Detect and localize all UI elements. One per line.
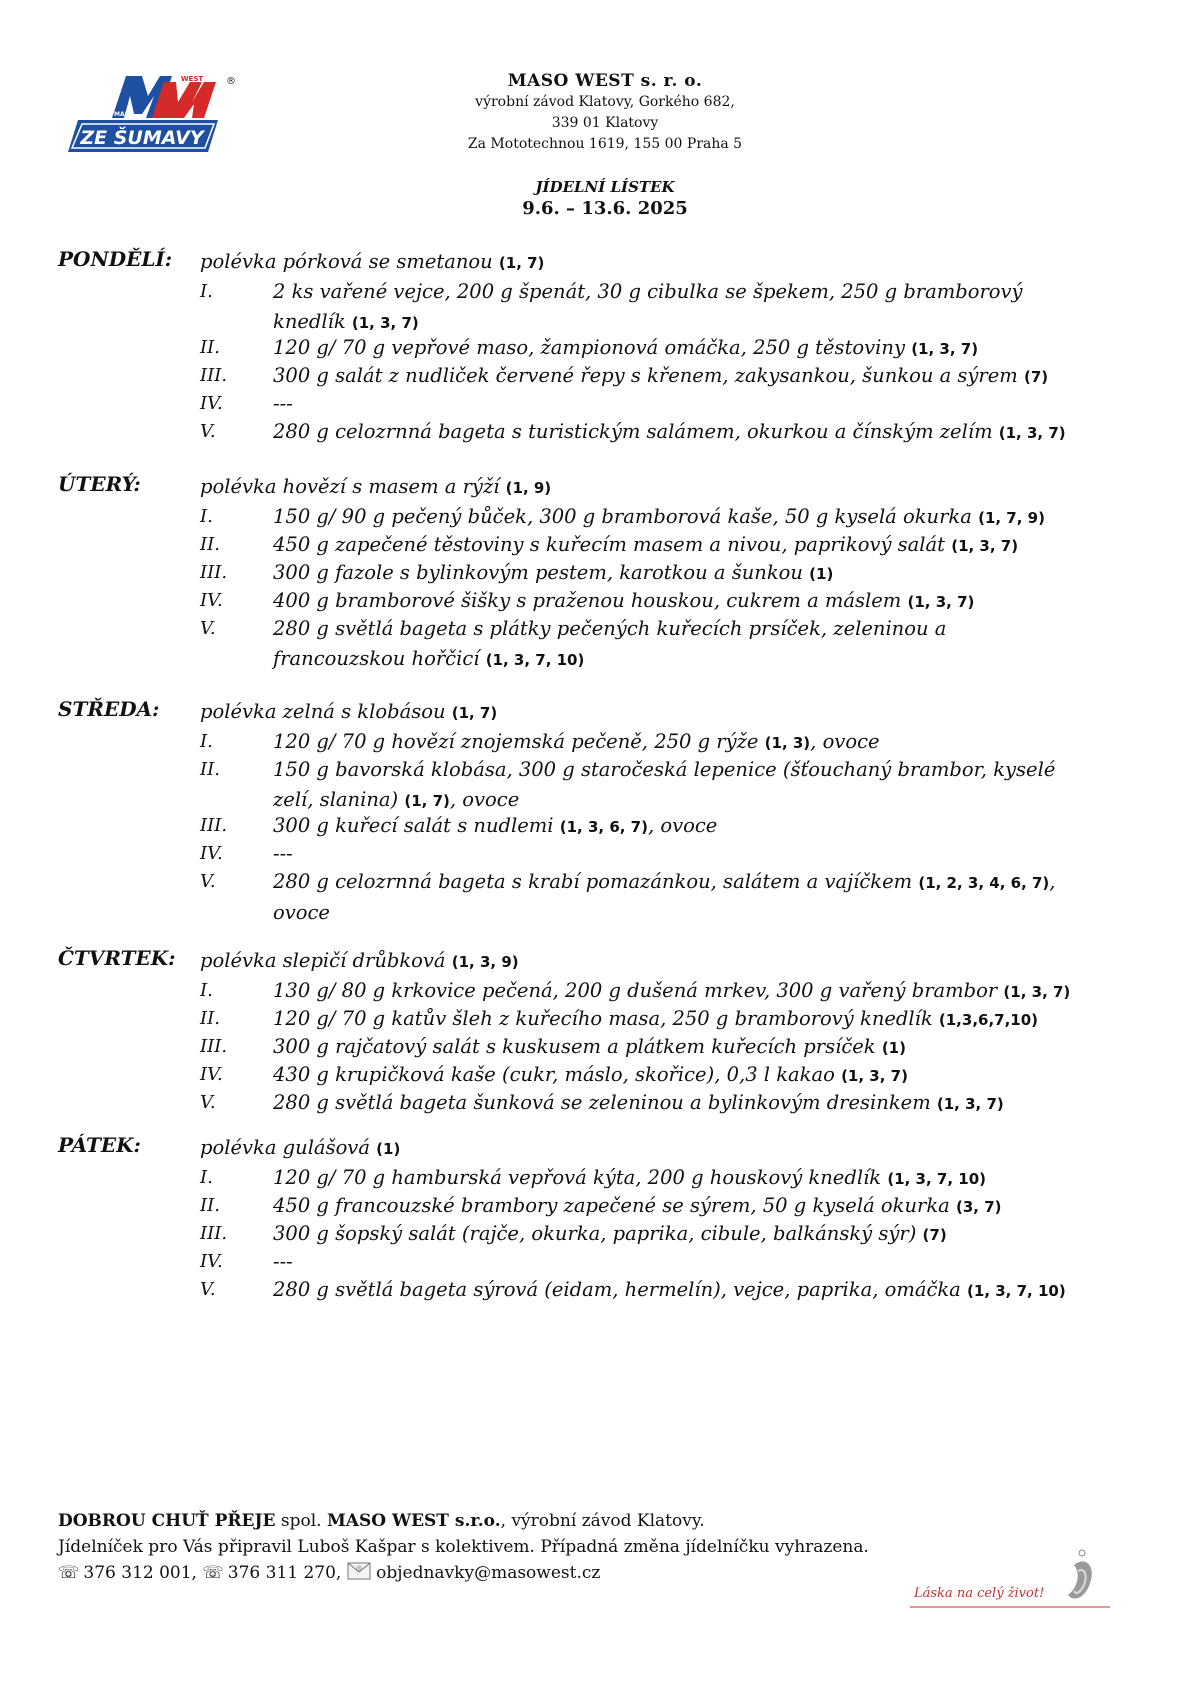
allergens: (1) <box>881 1039 906 1057</box>
company-name: MASO WEST s. r. o. <box>507 71 703 91</box>
item-number: II. <box>200 534 220 555</box>
item-description: 120 g/ 70 g katův šleh z kuřecího masa, 250 g bramborový knedlík <box>273 1007 933 1030</box>
address-line-2: 339 01 Klatovy <box>551 115 659 131</box>
soup-line <box>200 1133 400 1164</box>
item-description: 120 g/ 70 g hamburská vepřová kýta, 200 g houskový knedlík <box>273 1166 882 1189</box>
item-description: 280 g světlá bageta sýrová (eidam, hermelín), vejce, paprika, omáčka <box>273 1278 961 1301</box>
footer-note: Jídelníček pro Vás připravil Luboš Kašpar s kolektivem. Případná změna jídelníčku vyhrazena. <box>58 1537 869 1557</box>
item-description: 430 g krupičková kaše (cukr, máslo, skořice), 0,3 l kakao <box>273 1063 835 1086</box>
item-text <box>273 839 1173 869</box>
item-text <box>273 1191 1173 1222</box>
item-description: 280 g celozrnná bageta s krabí pomazánkou, salátem a vajíčkem <box>273 870 913 893</box>
item-text <box>273 530 1173 561</box>
item-text <box>273 1060 1173 1091</box>
item-description: 150 g/ 90 g pečený bůček, 300 g bramborová kaše, 50 g kyselá okurka <box>273 505 972 528</box>
item-description: 150 g bavorská klobása, 300 g staročeská lepenice (šťouchaný brambor, kyselé <box>273 758 1056 781</box>
allergens: (1, 7) <box>498 254 545 272</box>
soup-line <box>200 247 544 278</box>
item-description: 300 g rajčatový salát s kuskusem a plátkem kuřecích prsíček <box>273 1035 876 1058</box>
item-number: IV. <box>200 843 223 864</box>
email-link[interactable]: objednavky@masowest.cz <box>376 1563 601 1583</box>
item-text <box>273 614 1173 675</box>
menu-dates: 9.6. – 13.6. 2025 <box>522 198 688 219</box>
item-number: I. <box>200 506 213 527</box>
allergens: (1, 3, 7) <box>907 593 975 611</box>
allergens: (1, 3, 9) <box>451 953 519 971</box>
allergens: (1, 3, 7) <box>911 340 979 358</box>
item-description: 130 g/ 80 g krkovice pečená, 200 g dušená mrkev, 300 g vařený brambor <box>273 979 998 1002</box>
item-text <box>273 586 1173 617</box>
item-text <box>273 389 1173 419</box>
allergens: (1, 3, 7, 10) <box>887 1170 986 1188</box>
item-text <box>273 1219 1173 1250</box>
item-description: 400 g bramborové šišky s praženou houskou, cukrem a máslem <box>273 589 902 612</box>
allergens: (1) <box>809 565 834 583</box>
item-description: 280 g celozrnná bageta s turistickým salámem, okurkou a čínským zelím <box>273 420 993 443</box>
allergens: (7) <box>922 1226 947 1244</box>
allergens: (1, 3, 7) <box>841 1067 908 1085</box>
day-name: ČTVRTEK: <box>58 946 176 970</box>
soup-text: polévka slepičí drůbková <box>200 949 446 972</box>
item-text <box>273 755 1173 816</box>
item-description: 280 g světlá bageta šunková se zeleninou a bylinkovým dresinkem <box>273 1091 931 1114</box>
item-number: II. <box>200 759 220 780</box>
allergens: (3, 7) <box>955 1198 1002 1216</box>
item-text <box>273 277 1173 338</box>
item-text <box>273 361 1173 392</box>
item-description: --- <box>273 1250 293 1273</box>
item-suffix: , ovoce <box>449 788 520 811</box>
allergens: (1, 7, 9) <box>978 509 1045 527</box>
allergens: (1, 3) <box>764 734 811 752</box>
item-description: 120 g/ 70 g hovězí znojemská pečeně, 250 g rýže <box>273 730 759 753</box>
allergens: (1, 3, 7) <box>998 424 1066 442</box>
footer-contacts <box>58 1560 869 1586</box>
item-number: IV. <box>200 393 223 414</box>
item-number: II. <box>200 1008 220 1029</box>
item-suffix: , <box>1049 870 1056 893</box>
logo-west-text: WEST <box>180 75 204 83</box>
item-number: III. <box>200 1036 228 1057</box>
item-text <box>273 727 1173 758</box>
item-text <box>273 1088 1173 1119</box>
footer-wish-bold: DOBROU CHUŤ PŘEJE <box>58 1511 276 1531</box>
allergens: (1, 3, 7, 10) <box>967 1282 1066 1300</box>
address-line-1: výrobní závod Klatovy, Gorkého 682, <box>475 94 735 110</box>
item-description-continued: knedlík <box>273 310 346 333</box>
item-number: V. <box>200 618 216 639</box>
item-number: III. <box>200 815 228 836</box>
item-number: I. <box>200 281 213 302</box>
footer <box>58 1508 869 1586</box>
phone-icon: ☏ <box>202 1563 224 1583</box>
item-text <box>273 1032 1173 1063</box>
item-text <box>273 417 1173 448</box>
allergens: (1, 9) <box>505 479 552 497</box>
menu-title: JÍDELNÍ LÍSTEK <box>535 178 675 196</box>
item-description: 280 g světlá bageta s plátky pečených kuřecích prsíček, zeleninou a <box>273 617 947 640</box>
slogan-text: Láska na celý život! <box>914 1586 1045 1601</box>
allergens: (1) <box>376 1140 401 1158</box>
item-number: V. <box>200 421 216 442</box>
item-number: III. <box>200 562 228 583</box>
logo-banner-text: ZE ŠUMAVY <box>80 127 204 149</box>
item-description: 450 g francouzské brambory zapečené se sýrem, 50 g kyselá okurka <box>273 1194 950 1217</box>
soup-line <box>200 946 519 977</box>
item-text <box>273 558 1173 589</box>
item-text <box>273 976 1173 1007</box>
item-text <box>273 333 1173 364</box>
item-number: I. <box>200 731 213 752</box>
allergens: (1, 3, 6, 7) <box>559 818 648 836</box>
allergens: (1, 3, 7) <box>951 537 1019 555</box>
item-description-continued: zelí, slanina) <box>273 788 399 811</box>
soup-text: polévka hovězí s masem a rýží <box>200 475 500 498</box>
item-description: 450 g zapečené těstoviny s kuřecím masem a nivou, paprikový salát <box>273 533 946 556</box>
item-number: II. <box>200 1195 220 1216</box>
allergens: (1, 3, 7) <box>351 314 419 332</box>
footer-wish-mid: spol. <box>275 1511 327 1531</box>
item-description: 300 g kuřecí salát s nudlemi <box>273 814 554 837</box>
item-number: IV. <box>200 1064 223 1085</box>
item-description-continued: ovoce <box>273 901 330 924</box>
item-suffix: , ovoce <box>810 730 880 753</box>
day-name: PÁTEK: <box>58 1133 141 1157</box>
soup-text: polévka gulášová <box>200 1136 370 1159</box>
envelope-icon <box>347 1562 371 1580</box>
item-text <box>273 1163 1173 1194</box>
footer-company: MASO WEST s.r.o. <box>326 1511 501 1531</box>
item-number: II. <box>200 337 220 358</box>
logo-registered: ® <box>226 76 236 87</box>
item-text <box>273 1247 1173 1277</box>
phone-1[interactable]: 376 312 001, <box>83 1563 197 1583</box>
item-text <box>273 811 1173 842</box>
item-number: I. <box>200 980 213 1001</box>
item-text <box>273 1275 1173 1306</box>
item-text <box>273 502 1173 533</box>
item-number: III. <box>200 1223 228 1244</box>
item-number: V. <box>200 871 216 892</box>
allergens: (1, 7) <box>451 704 498 722</box>
day-name: STŘEDA: <box>58 697 160 721</box>
item-number: V. <box>200 1279 216 1300</box>
item-suffix: , ovoce <box>647 814 718 837</box>
item-description: --- <box>273 842 293 865</box>
soup-line <box>200 472 551 503</box>
footer-wish <box>58 1508 869 1534</box>
svg-text:@: @ <box>355 1565 362 1572</box>
soup-text: polévka zelná s klobásou <box>200 700 446 723</box>
soup-text: polévka pórková se smetanou <box>200 250 493 273</box>
logo-maso-text: MASO <box>113 111 135 118</box>
allergens: (1, 3, 7, 10) <box>485 651 585 669</box>
item-text <box>273 1004 1173 1035</box>
item-number: I. <box>200 1167 213 1188</box>
allergens: (1, 3, 7) <box>1003 983 1071 1001</box>
item-description: --- <box>273 392 293 415</box>
item-number: V. <box>200 1092 216 1113</box>
soup-line <box>200 697 497 728</box>
item-description: 300 g salát z nudliček červené řepy s křenem, zakysankou, šunkou a sýrem <box>273 364 1018 387</box>
document-header <box>300 70 910 221</box>
allergens: (1, 7) <box>404 792 450 810</box>
day-name: PONDĚLÍ: <box>58 247 173 271</box>
item-number: III. <box>200 365 228 386</box>
footer-wish-end: , výrobní závod Klatovy. <box>500 1511 705 1531</box>
day-name: ÚTERÝ: <box>58 472 141 496</box>
item-description: 300 g fazole s bylinkovým pestem, karotkou a šunkou <box>273 561 803 584</box>
allergens: (7) <box>1024 368 1049 386</box>
item-text <box>273 867 1173 928</box>
address-line-3: Za Mototechnou 1619, 155 00 Praha 5 <box>467 136 743 152</box>
item-description-continued: francouzskou hořčicí <box>273 647 480 670</box>
phone-icon: ☏ <box>58 1563 80 1583</box>
item-description: 120 g/ 70 g vepřové maso, žampionová omáčka, 250 g těstoviny <box>273 336 905 359</box>
allergens: (1,3,6,7,10) <box>938 1011 1039 1029</box>
item-number: IV. <box>200 1251 223 1272</box>
phone-2[interactable]: 376 311 270, <box>227 1563 342 1583</box>
allergens: (1, 2, 3, 4, 6, 7) <box>918 874 1050 892</box>
allergens: (1, 3, 7) <box>936 1095 1004 1113</box>
company-logo <box>68 74 234 170</box>
item-description: 300 g šopský salát (rajče, okurka, paprika, cibule, balkánský sýr) <box>273 1222 917 1245</box>
item-description: 2 ks vařené vejce, 200 g špenát, 30 g cibulka se špekem, 250 g bramborový <box>273 280 1023 303</box>
item-number: IV. <box>200 590 223 611</box>
slogan-graphic <box>910 1545 1110 1615</box>
